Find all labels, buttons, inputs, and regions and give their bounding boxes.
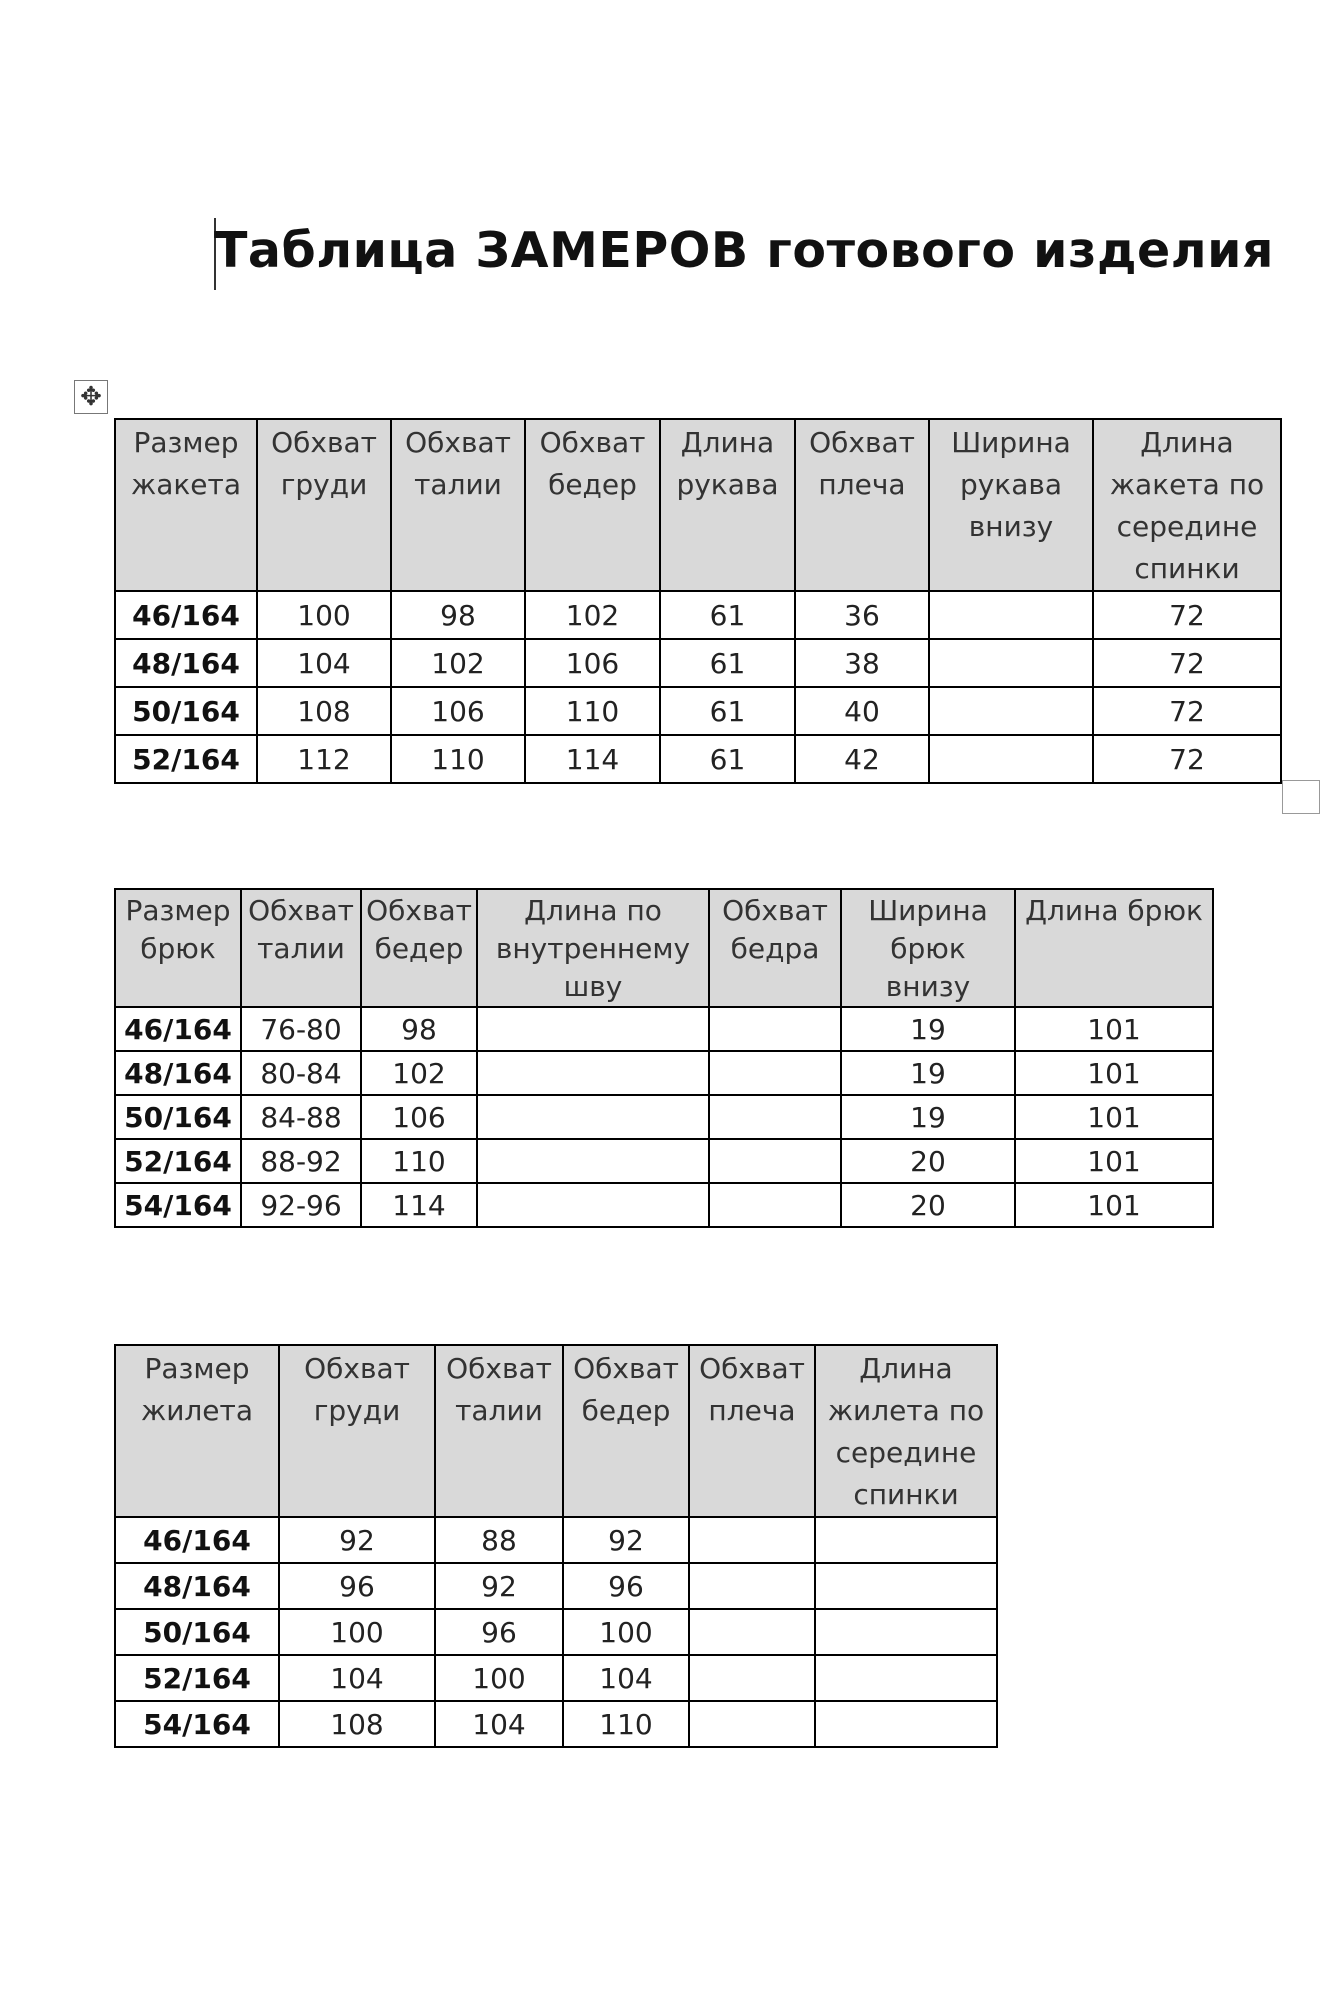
column-header: Обхват бедер	[361, 889, 477, 1007]
column-header: Размер жакета	[115, 419, 257, 591]
value-cell[interactable]: 100	[435, 1655, 563, 1701]
trousers-measurements-table	[114, 888, 1214, 1228]
column-header: Обхват талии	[435, 1345, 563, 1517]
value-cell[interactable]: 96	[279, 1563, 435, 1609]
value-cell[interactable]: 36	[795, 591, 929, 639]
value-cell[interactable]: 61	[660, 639, 795, 687]
size-cell[interactable]: 50/164	[115, 687, 257, 735]
value-cell[interactable]	[477, 1183, 709, 1227]
value-cell[interactable]: 42	[795, 735, 929, 783]
value-cell[interactable]: 100	[257, 591, 391, 639]
size-cell[interactable]: 48/164	[115, 1563, 279, 1609]
value-cell[interactable]	[929, 591, 1093, 639]
value-cell[interactable]: 114	[525, 735, 660, 783]
value-cell[interactable]: 61	[660, 591, 795, 639]
value-cell[interactable]	[709, 1095, 841, 1139]
column-header: Обхват талии	[241, 889, 361, 1007]
size-cell[interactable]: 52/164	[115, 1655, 279, 1701]
column-header: Обхват бедра	[709, 889, 841, 1007]
value-cell[interactable]: 110	[525, 687, 660, 735]
value-cell[interactable]: 80-84	[241, 1051, 361, 1095]
table-row	[115, 591, 1281, 639]
value-cell[interactable]: 101	[1015, 1183, 1213, 1227]
value-cell[interactable]: 108	[279, 1701, 435, 1747]
size-cell[interactable]: 50/164	[115, 1609, 279, 1655]
column-header: Обхват груди	[279, 1345, 435, 1517]
size-cell[interactable]: 50/164	[115, 1095, 241, 1139]
value-cell[interactable]: 98	[391, 591, 525, 639]
column-header: Обхват бедер	[525, 419, 660, 591]
value-cell[interactable]: 106	[391, 687, 525, 735]
value-cell[interactable]: 102	[361, 1051, 477, 1095]
value-cell[interactable]	[815, 1701, 997, 1747]
value-cell[interactable]: 92	[435, 1563, 563, 1609]
column-header: Длина жилета по середине спинки	[815, 1345, 997, 1517]
table-row	[115, 1139, 1213, 1183]
size-cell[interactable]: 54/164	[115, 1183, 241, 1227]
size-cell[interactable]: 46/164	[115, 591, 257, 639]
value-cell[interactable]: 102	[391, 639, 525, 687]
value-cell[interactable]: 101	[1015, 1139, 1213, 1183]
table-row	[115, 1563, 997, 1609]
value-cell[interactable]: 110	[563, 1701, 689, 1747]
size-cell[interactable]: 54/164	[115, 1701, 279, 1747]
value-cell[interactable]: 101	[1015, 1007, 1213, 1051]
vest-measurements-table	[114, 1344, 998, 1748]
value-cell[interactable]	[689, 1517, 815, 1563]
column-header: Размер брюк	[115, 889, 241, 1007]
value-cell[interactable]: 72	[1093, 735, 1281, 783]
size-cell[interactable]: 48/164	[115, 639, 257, 687]
value-cell[interactable]: 72	[1093, 639, 1281, 687]
value-cell[interactable]: 76-80	[241, 1007, 361, 1051]
value-cell[interactable]	[477, 1095, 709, 1139]
value-cell[interactable]	[709, 1007, 841, 1051]
value-cell[interactable]: 20	[841, 1139, 1015, 1183]
value-cell[interactable]	[815, 1609, 997, 1655]
column-header: Обхват талии	[391, 419, 525, 591]
value-cell[interactable]: 101	[1015, 1051, 1213, 1095]
value-cell[interactable]	[815, 1517, 997, 1563]
table-row	[115, 1183, 1213, 1227]
value-cell[interactable]: 92-96	[241, 1183, 361, 1227]
value-cell[interactable]	[815, 1655, 997, 1701]
size-cell[interactable]: 48/164	[115, 1051, 241, 1095]
value-cell[interactable]: 72	[1093, 687, 1281, 735]
value-cell[interactable]: 84-88	[241, 1095, 361, 1139]
table-row	[115, 1095, 1213, 1139]
value-cell[interactable]: 102	[525, 591, 660, 639]
column-header: Длина брюк	[1015, 889, 1213, 1007]
column-header: Обхват плеча	[795, 419, 929, 591]
value-cell[interactable]: 110	[391, 735, 525, 783]
value-cell[interactable]: 96	[435, 1609, 563, 1655]
value-cell[interactable]: 108	[257, 687, 391, 735]
value-cell[interactable]: 38	[795, 639, 929, 687]
table-row	[115, 1609, 997, 1655]
column-header: Ширина брюк внизу	[841, 889, 1015, 1007]
value-cell[interactable]: 92	[279, 1517, 435, 1563]
value-cell[interactable]	[477, 1051, 709, 1095]
table-header-row	[115, 1345, 997, 1517]
column-header: Ширина рукава внизу	[929, 419, 1093, 591]
value-cell[interactable]: 19	[841, 1051, 1015, 1095]
table-row	[115, 735, 1281, 783]
value-cell[interactable]	[477, 1139, 709, 1183]
value-cell[interactable]	[689, 1563, 815, 1609]
value-cell[interactable]: 100	[563, 1609, 689, 1655]
value-cell[interactable]: 104	[563, 1655, 689, 1701]
value-cell[interactable]: 100	[279, 1609, 435, 1655]
value-cell[interactable]	[929, 687, 1093, 735]
value-cell[interactable]: 104	[435, 1701, 563, 1747]
value-cell[interactable]: 61	[660, 687, 795, 735]
table-header-row	[115, 419, 1281, 591]
value-cell[interactable]: 101	[1015, 1095, 1213, 1139]
value-cell[interactable]: 72	[1093, 591, 1281, 639]
value-cell[interactable]	[709, 1183, 841, 1227]
table-row	[115, 1517, 997, 1563]
value-cell[interactable]: 106	[361, 1095, 477, 1139]
column-header: Обхват груди	[257, 419, 391, 591]
value-cell[interactable]	[709, 1139, 841, 1183]
table-header-row	[115, 889, 1213, 1007]
value-cell[interactable]: 61	[660, 735, 795, 783]
table-row	[115, 1701, 997, 1747]
move-arrows-icon[interactable]: ✥	[74, 380, 108, 414]
table-row	[115, 1051, 1213, 1095]
value-cell[interactable]: 110	[361, 1139, 477, 1183]
column-header: Обхват плеча	[689, 1345, 815, 1517]
column-header: Длина жакета по середине спинки	[1093, 419, 1281, 591]
value-cell[interactable]: 114	[361, 1183, 477, 1227]
page-title: Таблица ЗАМЕРОВ готового изделия	[214, 222, 1274, 279]
value-cell[interactable]: 88-92	[241, 1139, 361, 1183]
value-cell[interactable]: 92	[563, 1517, 689, 1563]
value-cell[interactable]: 106	[525, 639, 660, 687]
table-row	[115, 687, 1281, 735]
column-header: Длина по внутреннему шву	[477, 889, 709, 1007]
column-header: Длина рукава	[660, 419, 795, 591]
table-row	[115, 1007, 1213, 1051]
value-cell[interactable]: 112	[257, 735, 391, 783]
table-row	[115, 639, 1281, 687]
value-cell[interactable]: 20	[841, 1183, 1015, 1227]
column-header: Размер жилета	[115, 1345, 279, 1517]
value-cell[interactable]: 19	[841, 1095, 1015, 1139]
value-cell[interactable]	[709, 1051, 841, 1095]
jacket-measurements-table	[114, 418, 1282, 784]
value-cell[interactable]	[689, 1655, 815, 1701]
value-cell[interactable]: 104	[279, 1655, 435, 1701]
value-cell[interactable]	[929, 639, 1093, 687]
value-cell[interactable]: 40	[795, 687, 929, 735]
value-cell[interactable]: 96	[563, 1563, 689, 1609]
value-cell[interactable]	[689, 1609, 815, 1655]
table-row	[115, 1655, 997, 1701]
value-cell[interactable]	[929, 735, 1093, 783]
value-cell[interactable]	[815, 1563, 997, 1609]
value-cell[interactable]: 88	[435, 1517, 563, 1563]
size-cell[interactable]: 52/164	[115, 1139, 241, 1183]
value-cell[interactable]: 104	[257, 639, 391, 687]
value-cell[interactable]	[477, 1007, 709, 1051]
value-cell[interactable]	[689, 1701, 815, 1747]
table-resize-icon[interactable]	[1282, 780, 1320, 814]
value-cell[interactable]: 19	[841, 1007, 1015, 1051]
size-cell[interactable]: 46/164	[115, 1007, 241, 1051]
size-cell[interactable]: 52/164	[115, 735, 257, 783]
column-header: Обхват бедер	[563, 1345, 689, 1517]
size-cell[interactable]: 46/164	[115, 1517, 279, 1563]
value-cell[interactable]: 98	[361, 1007, 477, 1051]
